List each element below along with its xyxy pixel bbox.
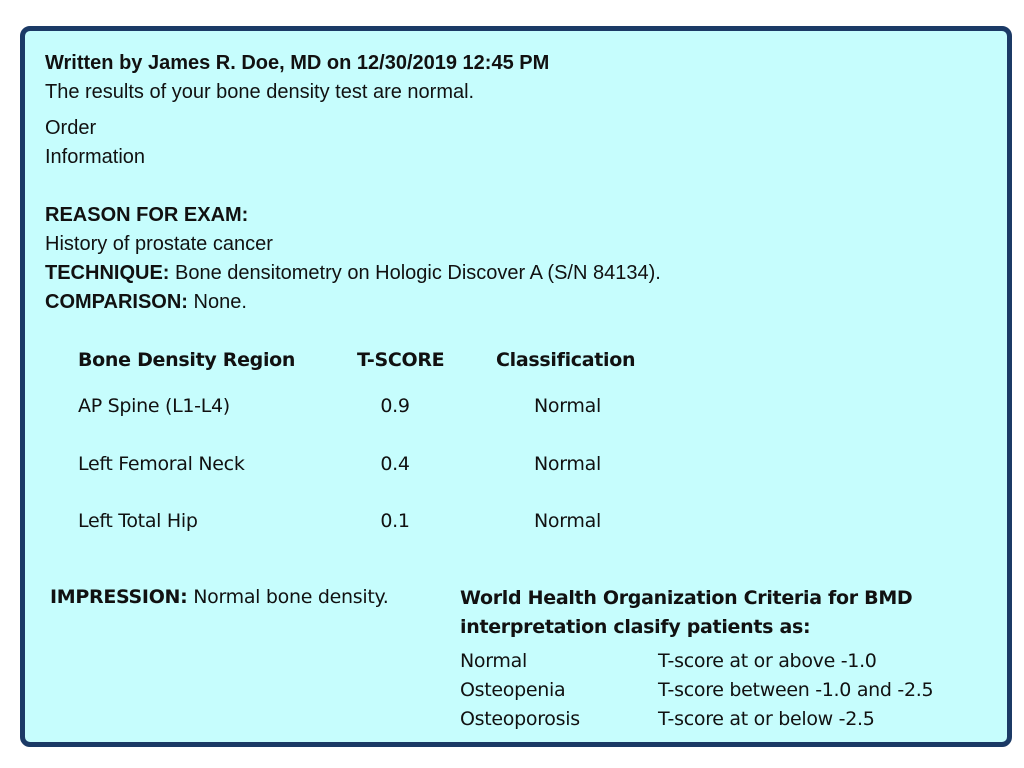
report-card bbox=[20, 26, 1012, 747]
row-region: Left Total Hip bbox=[78, 510, 198, 532]
comparison-line bbox=[45, 291, 247, 314]
order-info-line1: Order bbox=[45, 117, 97, 139]
comparison-value: None. bbox=[193, 291, 247, 313]
who-criterion: T-score between -1.0 and -2.5 bbox=[658, 679, 934, 701]
row-tscore: 0.4 bbox=[380, 453, 410, 475]
reason-value: History of prostate cancer bbox=[45, 233, 273, 255]
who-category: Osteoporosis bbox=[460, 708, 580, 730]
impression-line bbox=[50, 586, 388, 608]
row-region: Left Femoral Neck bbox=[78, 453, 245, 475]
row-classification: Normal bbox=[534, 453, 601, 475]
technique-line bbox=[45, 262, 661, 285]
author-line: Written by James R. Doe, MD on 12/30/2019 12:45 PM bbox=[45, 52, 550, 74]
header-tscore: T-SCORE bbox=[357, 349, 445, 371]
who-title-line2: interpretation clasify patients as: bbox=[460, 616, 811, 638]
who-criterion: T-score at or below -2.5 bbox=[658, 708, 875, 730]
header-region: Bone Density Region bbox=[78, 349, 296, 371]
who-category: Normal bbox=[460, 650, 527, 672]
header-classification: Classification bbox=[496, 349, 636, 371]
technique-label: TECHNIQUE: bbox=[45, 262, 170, 284]
row-classification: Normal bbox=[534, 510, 601, 532]
row-tscore: 0.1 bbox=[380, 510, 410, 532]
order-info-line2: Information bbox=[45, 146, 146, 168]
who-criterion: T-score at or above -1.0 bbox=[658, 650, 877, 672]
who-category: Osteopenia bbox=[460, 679, 566, 701]
comparison-label: COMPARISON: bbox=[45, 291, 188, 313]
who-title-line1: World Health Organization Criteria for BMD bbox=[460, 587, 913, 609]
technique-value: Bone densitometry on Hologic Discover A (S/N 84134). bbox=[175, 262, 661, 284]
row-classification: Normal bbox=[534, 395, 601, 417]
result-summary: The results of your bone density test are normal. bbox=[45, 81, 475, 103]
reason-label: REASON FOR EXAM: bbox=[45, 204, 249, 226]
impression-value: Normal bone density. bbox=[193, 586, 389, 608]
row-tscore: 0.9 bbox=[380, 395, 410, 417]
impression-label: IMPRESSION: bbox=[50, 586, 188, 608]
row-region: AP Spine (L1-L4) bbox=[78, 395, 230, 417]
